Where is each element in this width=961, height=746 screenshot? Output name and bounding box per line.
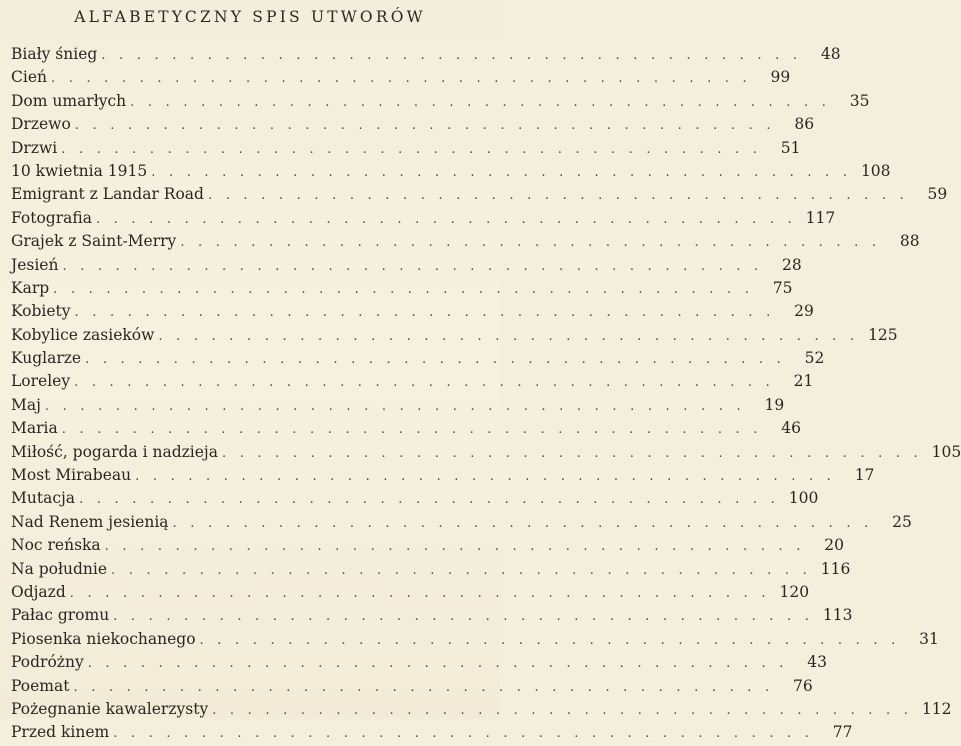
toc-entry-page-number: 20 [824, 536, 844, 555]
toc-entry-page-number: 46 [781, 419, 802, 438]
toc-entry-title: Loreley [11, 372, 71, 391]
dot-leader: ........................................ [111, 562, 821, 578]
toc-entry-title: Podróżny [11, 653, 84, 672]
toc-entry [11, 137, 801, 160]
toc-entry [11, 370, 814, 393]
dot-leader: ........................................ [180, 235, 890, 251]
toc-entry-page-number: 100 [788, 489, 819, 508]
toc-entry-title: Pożegnanie kawalerzysty [11, 699, 209, 718]
toc-entry [11, 90, 870, 113]
dot-leader: ........................................ [207, 188, 918, 204]
dot-leader: ........................................ [74, 305, 784, 321]
toc-entry-page-number: 99 [770, 68, 791, 87]
toc-entry-page-number: 59 [927, 185, 948, 204]
toc-entry [11, 394, 785, 417]
toc-entry-page-number: 28 [782, 255, 802, 274]
dot-leader: ........................................ [221, 445, 932, 461]
toc-entry-title: Przed kinem [11, 723, 110, 742]
toc-entry-title: Emigrant z Landar Road [11, 185, 204, 204]
toc-entry-title: Dom umarłych [11, 91, 127, 110]
toc-entry-title: Miłość, pogarda i nadzieja [11, 442, 218, 461]
toc-entry-page-number: 31 [919, 629, 939, 648]
toc-entry-title: Piosenka niekochanego [11, 629, 196, 648]
dot-leader: ........................................ [151, 164, 861, 180]
toc-entry [11, 581, 810, 604]
toc-entry-title: Jesień [11, 255, 59, 274]
toc-entry [11, 534, 844, 557]
toc-entry [11, 183, 948, 206]
toc-entry-title: Karp [11, 278, 50, 297]
dot-leader: ........................................ [73, 679, 783, 695]
toc-entry-page-number: 88 [899, 232, 920, 251]
toc-entry-title: Drzwi [11, 138, 58, 157]
page-title: ALFABETYCZNY SPIS UTWORÓW [74, 8, 426, 26]
toc-entry-page-number: 77 [832, 723, 853, 742]
toc-entry-page-number: 116 [820, 559, 851, 578]
toc-entry [11, 628, 939, 651]
dot-leader: ........................................ [74, 118, 785, 134]
toc-entry [11, 604, 853, 627]
toc-entry [11, 511, 912, 534]
dot-leader: ........................................ [158, 328, 868, 344]
toc-entry-title: Maria [11, 419, 58, 438]
dot-leader: ........................................ [79, 492, 789, 508]
toc-entry-page-number: 19 [764, 395, 785, 414]
dot-leader: ........................................ [199, 632, 909, 648]
dot-leader: ........................................ [104, 539, 814, 555]
toc-entry [11, 300, 814, 323]
toc-entry-page-number: 43 [807, 653, 827, 672]
toc-entry-title: Maj [11, 395, 41, 414]
dot-leader: ........................................ [69, 585, 780, 601]
dot-leader: ........................................ [87, 656, 797, 672]
toc-entry-page-number: 86 [794, 115, 815, 134]
dot-leader: ........................................ [62, 258, 772, 274]
toc-entry-page-number: 51 [780, 138, 801, 157]
toc-entry-title: Na południe [11, 559, 108, 578]
toc-entry-title: Mutacja [11, 489, 76, 508]
toc-entry-title: Kuglarze [11, 349, 82, 368]
toc-entry [11, 417, 802, 440]
toc-entry [11, 230, 920, 253]
dot-leader: ........................................ [212, 702, 922, 718]
toc-entry [11, 43, 841, 66]
toc-entry-page-number: 105 [931, 442, 961, 461]
toc-entry [11, 324, 898, 347]
dot-leader: ........................................ [61, 141, 771, 157]
toc-entry [11, 651, 827, 674]
toc-entry [11, 277, 793, 300]
dot-leader: ........................................ [113, 726, 823, 742]
toc-entry-page-number: 35 [849, 91, 870, 110]
toc-entry-page-number: 120 [779, 582, 810, 601]
dot-leader: ........................................ [135, 469, 845, 485]
toc-entry-page-number: 21 [793, 372, 814, 391]
toc-entry-page-number: 75 [772, 278, 793, 297]
toc-entry [11, 254, 802, 277]
toc-entry-title: Grajek z Saint-Merry [11, 232, 177, 251]
toc-entry-page-number: 48 [820, 45, 841, 63]
toc-entry [11, 160, 891, 183]
toc-entry-page-number: 29 [794, 302, 814, 321]
toc-entry-title: Kobylice zasieków [11, 325, 155, 344]
toc-entry [11, 66, 791, 89]
table-of-contents [11, 43, 961, 745]
dot-leader: ........................................ [53, 281, 763, 297]
toc-entry-page-number: 108 [860, 161, 891, 180]
toc-entry [11, 675, 813, 698]
dot-leader: ........................................ [130, 94, 840, 110]
toc-entry-page-number: 112 [921, 699, 952, 718]
toc-entry-title: Nad Renem jesienią [11, 512, 169, 531]
dot-leader: ........................................ [85, 352, 795, 368]
dot-leader: ........................................ [101, 48, 811, 63]
toc-entry-title: Drzewo [11, 115, 71, 134]
toc-entry [11, 721, 853, 744]
toc-entry-title: Kobiety [11, 302, 71, 321]
toc-entry-page-number: 113 [822, 606, 853, 625]
toc-entry-title: Most Mirabeau [11, 466, 132, 485]
toc-entry [11, 441, 961, 464]
toc-entry-title: 10 kwietnia 1915 [11, 161, 148, 180]
toc-entry [11, 558, 851, 581]
toc-entry-page-number: 117 [805, 208, 836, 227]
dot-leader: ........................................ [172, 515, 882, 531]
dot-leader: ........................................ [74, 375, 784, 391]
dot-leader: ........................................ [61, 422, 772, 438]
toc-entry [11, 347, 825, 370]
toc-entry-page-number: 76 [793, 676, 813, 695]
toc-entry [11, 113, 815, 136]
toc-entry [11, 487, 819, 510]
toc-entry-title: Cień [11, 68, 47, 87]
dot-leader: ........................................ [95, 211, 806, 227]
dot-leader: ........................................ [113, 609, 823, 625]
toc-entry-title: Pałac gromu [11, 606, 110, 625]
toc-entry-title: Noc reńska [11, 536, 101, 555]
toc-entry-title: Fotografia [11, 208, 92, 227]
toc-entry [11, 698, 952, 721]
toc-entry [11, 464, 875, 487]
toc-entry [11, 207, 836, 230]
toc-entry-title: Odjazd [11, 582, 66, 601]
toc-entry-title: Biały śnieg [11, 45, 98, 63]
toc-entry-page-number: 17 [854, 466, 875, 485]
dot-leader: ........................................ [50, 71, 761, 87]
toc-entry-page-number: 25 [892, 512, 912, 531]
toc-entry-title: Poemat [11, 676, 70, 695]
dot-leader: ........................................ [44, 398, 755, 414]
toc-entry-page-number: 125 [868, 325, 898, 344]
toc-entry-page-number: 52 [804, 349, 825, 368]
